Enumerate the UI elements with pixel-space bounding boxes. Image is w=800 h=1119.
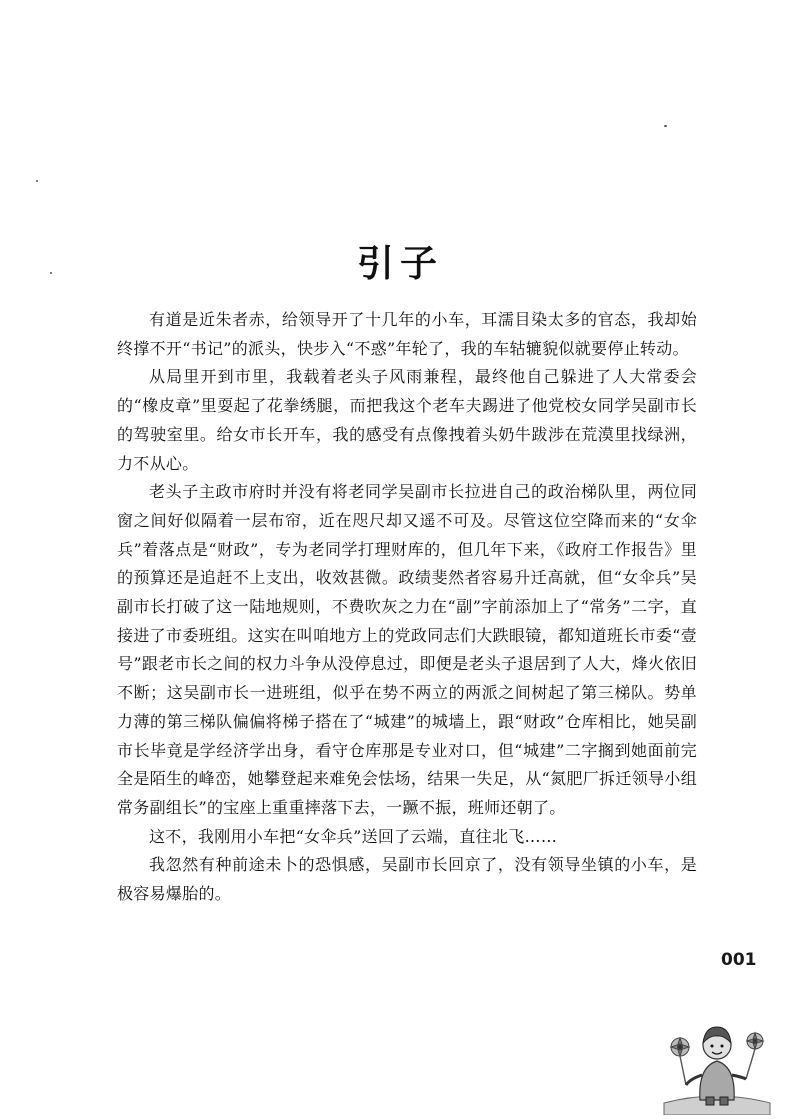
cartoon-figure-illustration: [662, 1005, 772, 1115]
scan-speck: [36, 180, 38, 182]
page-number: 001: [721, 950, 757, 970]
chapter-title: 引子: [357, 241, 443, 285]
paragraph: 老头子主政市府时并没有将老同学吴副市长拉进自己的政治梯队里，两位同窗之间好似隔着一层布帘，近在咫尺却又遥不可及。尽管这位空降而来的“女伞兵”着落点是“财政”，专为老同学打理财库的，但几年下来，《政府工作报告》里的预算还是追赶不上支出，收效甚微。政绩斐然者容易升迁高就，但“女伞兵”吴副市长打破了这一陆地规则，不费吹灰之力在“副”字前添加上了“常务”二字，直接进了市委班组。这实在叫咱地方上的党政同志们大跌眼镜，都知道班长市委“壹号”跟老市长之间的权力斗争从没停息过，即便是老头子退居到了人大，烽火依旧不断；这吴副市长一进班组，似乎在势不两立的两派之间树起了第三梯队。势单力薄的第三梯队偏偏将梯子搭在了“城建”的城墙上，跟“财政”仓库相比，她吴副市长毕竟是学经济学出身，看守仓库那是专业对口，但“城建”二字搁到她面前完全是陌生的峰峦，她攀登起来难免会怯场，结果一失足，从“氮肥厂拆迁领导小组常务副组长”的宝座上重重摔落下去，一蹶不振，班师还朝了。: [117, 482, 697, 817]
body-text: [117, 306, 697, 909]
paragraph: 从局里开到市里，我载着老头子风雨兼程，最终他自己躲进了人大常委会的“橡皮章”里耍起了花拳绣腿，而把我这个老车夫踢进了他党校女同学吴副市长的驾驶室里。给女市长开车，我的感受有点像拽着头奶牛跋涉在荒漠里找绿洲，力不从心。: [117, 367, 697, 473]
paragraph: 我忽然有种前途未卜的恐惧感，吴副市长回京了，没有领导坐镇的小车，是极容易爆胎的。: [117, 855, 697, 904]
scan-speck: [664, 125, 667, 127]
paragraph: 这不，我刚用小车把“女伞兵”送回了云端，直往北飞……: [149, 826, 558, 846]
paragraph: 有道是近朱者赤，给领导开了十几年的小车，耳濡目染太多的官态，我却始终撑不开“书记”的派头，快步入“不惑”年轮了，我的车轱辘貌似就要停止转动。: [117, 310, 697, 358]
